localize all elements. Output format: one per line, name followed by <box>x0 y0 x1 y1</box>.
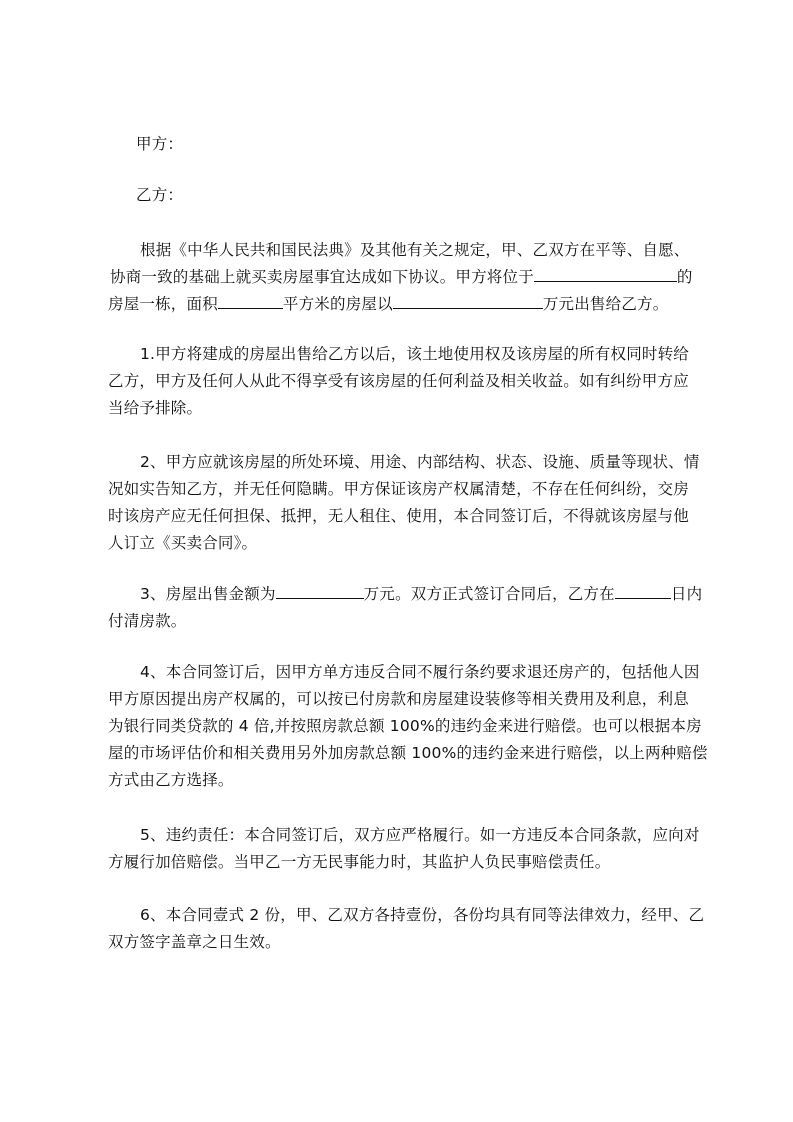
intro-line-3-end: 万元出售给乙方。 <box>542 295 669 313</box>
area-blank <box>218 294 283 309</box>
clause-4-line-3: 为银行同类贷款的 4 倍,并按照房款总额 100%的违约金来进行赔偿。也可以根据本房 <box>108 717 702 735</box>
location-blank <box>534 267 677 282</box>
intro-line-3 <box>108 294 668 314</box>
price-blank <box>393 294 543 309</box>
clause-3-line-1-end: 日内 <box>670 585 703 603</box>
clause-4-line-4: 屋的市场评估价和相关费用另外加房款总额 100%的违约金来进行赔偿，以上两种赔偿 <box>108 744 708 762</box>
clause-3-line-2: 付清房款。 <box>108 612 187 630</box>
clause-4-line-1: 4、本合同签订后，因甲方单方违反合同不履行条约要求退还房产的，包括他人因 <box>140 663 700 681</box>
party-b-label: 乙方： <box>136 186 184 204</box>
clause-1-line-3: 当给予排除。 <box>108 399 203 417</box>
intro-line-2 <box>110 267 693 287</box>
clause-2-line-4: 人订立《买卖合同》。 <box>108 534 258 552</box>
clause-1-line-2: 乙方，甲方及任何人从此不得享受有该房屋的任何利益及相关收益。如有纠纷甲方应 <box>108 372 689 390</box>
clause-5-line-1: 5、违约责任：本合同签订后，双方应严格履行。如一方违反本合同条款，应向对 <box>140 826 700 844</box>
clause-2-line-3: 时该房产应无任何担保、抵押，无人租住、使用，本合同签订后，不得就该房屋与他 <box>108 507 689 525</box>
clause-2-line-2: 况如实告知乙方，并无任何隐瞒。甲方保证该房产权属清楚，不存在任何纠纷，交房 <box>108 480 689 498</box>
clause-4-line-5: 方式由乙方选择。 <box>108 771 234 789</box>
clause-3-line-1-text: 3、房屋出售金额为 <box>140 585 276 603</box>
clause-3-line-1-mid: 万元。双方正式签订合同后，乙方在 <box>363 585 615 603</box>
clause-3-line-1 <box>140 584 702 604</box>
intro-line-2-text: 协商一致的基础上就买卖房屋事宜达成如下协议。甲方将位于 <box>110 268 534 286</box>
intro-line-1: 根据《中华人民共和国民法典》及其他有关之规定，甲、乙双方在平等、自愿、 <box>140 241 690 259</box>
intro-line-3-mid: 平方米的房屋以 <box>282 295 393 313</box>
clause-5-line-2: 方履行加倍赔偿。当甲乙一方无民事能力时，其监护人负民事赔偿责任。 <box>108 853 611 871</box>
days-blank <box>615 584 671 599</box>
intro-line-2-end: 的 <box>676 268 693 286</box>
intro-line-3-text: 房屋一栋，面积 <box>108 295 218 313</box>
amount-blank <box>276 584 364 599</box>
clause-1-line-1: 1.甲方将建成的房屋出售给乙方以后，该土地使用权及该房屋的所有权同时转给 <box>140 345 689 363</box>
clause-4-line-2: 甲方原因提出房产权属的，可以按已付房款和房屋建设装修等相关费用及利息，利息 <box>108 690 689 708</box>
clause-6-line-1: 6、本合同壹式 2 份，甲、乙双方各持壹份，各份均具有同等法律效力，经甲、乙 <box>140 906 705 924</box>
party-a-label: 甲方： <box>136 135 184 153</box>
clause-6-line-2: 双方签字盖章之日生效。 <box>108 933 281 951</box>
clause-2-line-1: 2、甲方应就该房屋的所处环境、用途、内部结构、状态、设施、质量等现状、情 <box>140 453 700 471</box>
